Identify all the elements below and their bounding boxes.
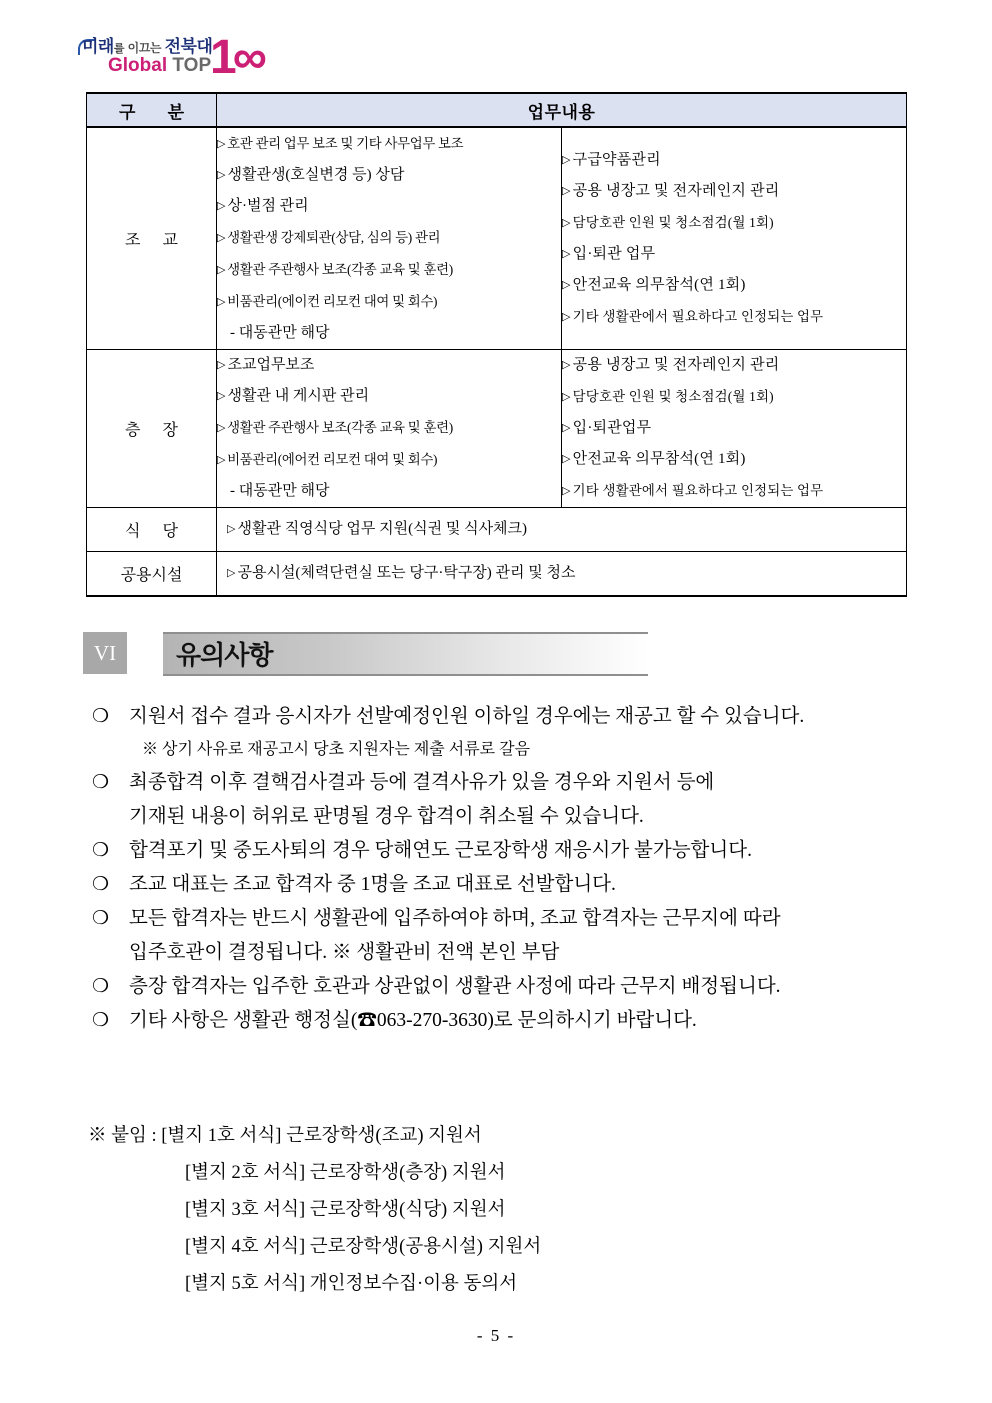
- triangle-bullet-icon: ▷: [217, 390, 226, 402]
- note-line: 최종합격 이후 결핵검사결과 등에 결격사유가 있을 경우와 지원서 등에: [129, 772, 715, 793]
- note-line: 합격포기 및 중도사퇴의 경우 당해연도 근로장학생 재응시가 불가능합니다.: [129, 840, 752, 861]
- table-header-row: [87, 93, 907, 127]
- triangle-bullet-icon: ▷: [217, 264, 226, 276]
- triangle-bullet-icon: ▷: [217, 232, 226, 244]
- table-cell-category: 조교: [87, 127, 217, 350]
- duty-item: ▷ 조교업무보조: [217, 357, 315, 373]
- circle-bullet-icon: ❍: [92, 706, 110, 727]
- logo-text-jbnu: 전북대: [164, 37, 213, 56]
- note-item: [92, 868, 952, 902]
- note-line: 조교 대표는 조교 합격자 중 1명을 조교 대표로 선발합니다.: [129, 874, 616, 895]
- table-cell-category: 공용시설: [87, 552, 217, 597]
- duty-item: ▷ 기타 생활관에서 필요하다고 인정되는 업무: [562, 308, 824, 324]
- circle-bullet-icon: ❍: [92, 840, 110, 861]
- triangle-bullet-icon: ▷: [562, 310, 571, 323]
- attachment-item: [별지 2호 서식] 근로장학생(층장) 지원서: [185, 1163, 506, 1183]
- table-cell-duties-right: [562, 350, 907, 508]
- jbnu-logo: [70, 31, 270, 84]
- triangle-bullet-icon: ▷: [217, 422, 226, 434]
- note-line: 기재된 내용이 허위로 판명될 경우 합격이 취소될 수 있습니다.: [129, 806, 644, 827]
- duty-item: ▷ 담당호관 인원 및 청소점검(월 1회): [562, 214, 774, 230]
- triangle-bullet-icon: ▷: [227, 567, 236, 579]
- circle-bullet-icon: ❍: [92, 1010, 110, 1031]
- table-row: [87, 508, 907, 552]
- attachment-item: ※ 붙임 : [별지 1호 서식] 근로장학생(조교) 지원서: [88, 1126, 482, 1146]
- triangle-bullet-icon: ▷: [562, 422, 571, 434]
- note-subtext: ※ 상기 사유로 재공고시 당초 지원자는 제출 서류로 갈음: [142, 741, 531, 758]
- duty-item: - 대동관만 해당: [230, 325, 330, 341]
- header-category: 구 분: [87, 93, 217, 127]
- table-cell-duties-left: [217, 127, 562, 350]
- table-row: [87, 552, 907, 597]
- attachments-list: [88, 1118, 788, 1303]
- triangle-bullet-icon: ▷: [562, 391, 571, 403]
- duty-item: ▷ 공용시설(체력단련실 또는 당구·탁구장) 관리 및 청소: [227, 565, 576, 581]
- page-number: - 5 -: [476, 1326, 516, 1345]
- duty-table: [86, 92, 907, 597]
- note-line: 입주호관이 결정됩니다. ※ 생활관비 전액 본인 부담: [129, 942, 560, 963]
- triangle-bullet-icon: ▷: [562, 485, 571, 497]
- table-cell-duties: [217, 508, 907, 552]
- triangle-bullet-icon: ▷: [562, 184, 571, 197]
- logo-text-reul: 를: [113, 43, 124, 55]
- duty-item: ▷ 안전교육 의무참석(연 1회): [562, 276, 746, 293]
- duty-item: ▷ 상·벌점 관리: [217, 198, 309, 214]
- note-item: [92, 970, 952, 1004]
- triangle-bullet-icon: ▷: [227, 523, 236, 535]
- duty-item: ▷ 입·퇴관업무: [562, 420, 652, 436]
- note-line: 모든 합격자는 반드시 생활관에 입주하여야 하며, 조교 합격자는 근무지에 따라: [129, 908, 781, 929]
- duty-item: ▷ 구급약품관리: [562, 151, 661, 168]
- duty-item: ▷ 생활관생 강제퇴관(상담, 심의 등) 관리: [217, 230, 441, 245]
- triangle-bullet-icon: ▷: [562, 216, 571, 229]
- logo-tagline: [82, 38, 212, 55]
- attachment-label: ※ 붙임 :: [88, 1126, 162, 1146]
- circle-bullet-icon: ❍: [92, 976, 110, 997]
- triangle-bullet-icon: ▷: [217, 138, 226, 150]
- logo-global-top: [108, 56, 211, 75]
- note-item: [92, 700, 952, 734]
- note-line: 층장 합격자는 입주한 호관과 상관없이 생활관 사정에 따라 근무지 배정됩니다.: [129, 976, 781, 997]
- logo-text-100: 1∞: [210, 31, 263, 84]
- logo-text-global: Global: [108, 55, 168, 76]
- note-item: [92, 766, 952, 834]
- attachment-item: [별지 5호 서식] 개인정보수집·이용 동의서: [185, 1274, 518, 1294]
- triangle-bullet-icon: ▷: [562, 247, 571, 260]
- triangle-bullet-icon: ▷: [562, 359, 571, 371]
- section-underline: [163, 674, 648, 676]
- table-row: [87, 127, 907, 350]
- duty-item: ▷ 공용 냉장고 및 전자레인지 관리: [562, 182, 780, 199]
- duty-item: ▷ 기타 생활관에서 필요하다고 인정되는 업무: [562, 483, 824, 498]
- note-item: [92, 1004, 952, 1038]
- table-cell-category: 식당: [87, 508, 217, 552]
- duty-item: ▷ 생활관 직영식당 업무 지원(식권 및 식사체크): [227, 521, 528, 537]
- attachment-item: [별지 3호 서식] 근로장학생(식당) 지원서: [185, 1200, 506, 1220]
- triangle-bullet-icon: ▷: [217, 359, 226, 371]
- duty-item: ▷ 비품관리(에어컨 리모컨 대여 및 회수): [217, 452, 438, 467]
- triangle-bullet-icon: ▷: [217, 200, 226, 212]
- note-line: 기타 사항은 생활관 행정실(☎063-270-3630)로 문의하시기 바랍니다.: [129, 1010, 697, 1031]
- duty-item: ▷ 생활관생(호실변경 등) 상담: [217, 167, 405, 183]
- note-line: 지원서 접수 결과 응시자가 선발예정인원 이하일 경우에는 재공고 할 수 있습니다.: [129, 706, 805, 727]
- duty-item: ▷ 생활관 주관행사 보조(각종 교육 및 훈련): [217, 262, 453, 277]
- circle-bullet-icon: ❍: [92, 874, 110, 895]
- table-cell-duties-right: [562, 127, 907, 350]
- logo-text-ikkeuneun: 이끄는: [127, 41, 161, 55]
- duty-item: - 대동관만 해당: [230, 483, 330, 499]
- table-row: [87, 350, 907, 508]
- logo-text-top: TOP: [172, 55, 212, 76]
- table-cell-duties-left: [217, 350, 562, 508]
- triangle-bullet-icon: ▷: [562, 453, 571, 465]
- table-cell-duties: [217, 552, 907, 597]
- duty-item: ▷ 비품관리(에이컨 리모컨 대여 및 회수): [217, 294, 438, 309]
- header-content: 업무내용: [217, 93, 907, 127]
- duty-item: ▷ 공용 냉장고 및 전자레인지 관리: [562, 357, 780, 373]
- logo-text-mirae: 미래: [82, 37, 114, 56]
- duty-item: ▷ 호관 관리 업무 보조 및 기타 사무업무 보조: [217, 136, 464, 151]
- duty-item: ▷ 생활관 주관행사 보조(각종 교육 및 훈련): [217, 420, 453, 435]
- section-heading: [83, 632, 648, 674]
- table-cell-category: 층장: [87, 350, 217, 508]
- attachment-item: [별지 4호 서식] 근로장학생(공용시설) 지원서: [185, 1237, 542, 1257]
- note-item: [92, 902, 952, 970]
- circle-bullet-icon: ❍: [92, 908, 110, 929]
- triangle-bullet-icon: ▷: [217, 454, 226, 466]
- circle-bullet-icon: ❍: [92, 772, 110, 793]
- note-item: [92, 834, 952, 868]
- duty-item: ▷ 입·퇴관 업무: [562, 245, 656, 262]
- triangle-bullet-icon: ▷: [217, 169, 226, 181]
- duty-item: ▷ 생활관 내 게시판 관리: [217, 388, 370, 404]
- triangle-bullet-icon: ▷: [562, 153, 571, 166]
- triangle-bullet-icon: ▷: [562, 278, 571, 291]
- duty-item: ▷ 안전교육 의무참석(연 1회): [562, 451, 746, 467]
- triangle-bullet-icon: ▷: [217, 296, 226, 308]
- section-title: 유의사항: [176, 640, 273, 670]
- section-number-badge: VI: [83, 632, 127, 674]
- notes-list: [92, 700, 952, 1038]
- duty-item: ▷ 담당호관 인원 및 청소점검(월 1회): [562, 389, 774, 404]
